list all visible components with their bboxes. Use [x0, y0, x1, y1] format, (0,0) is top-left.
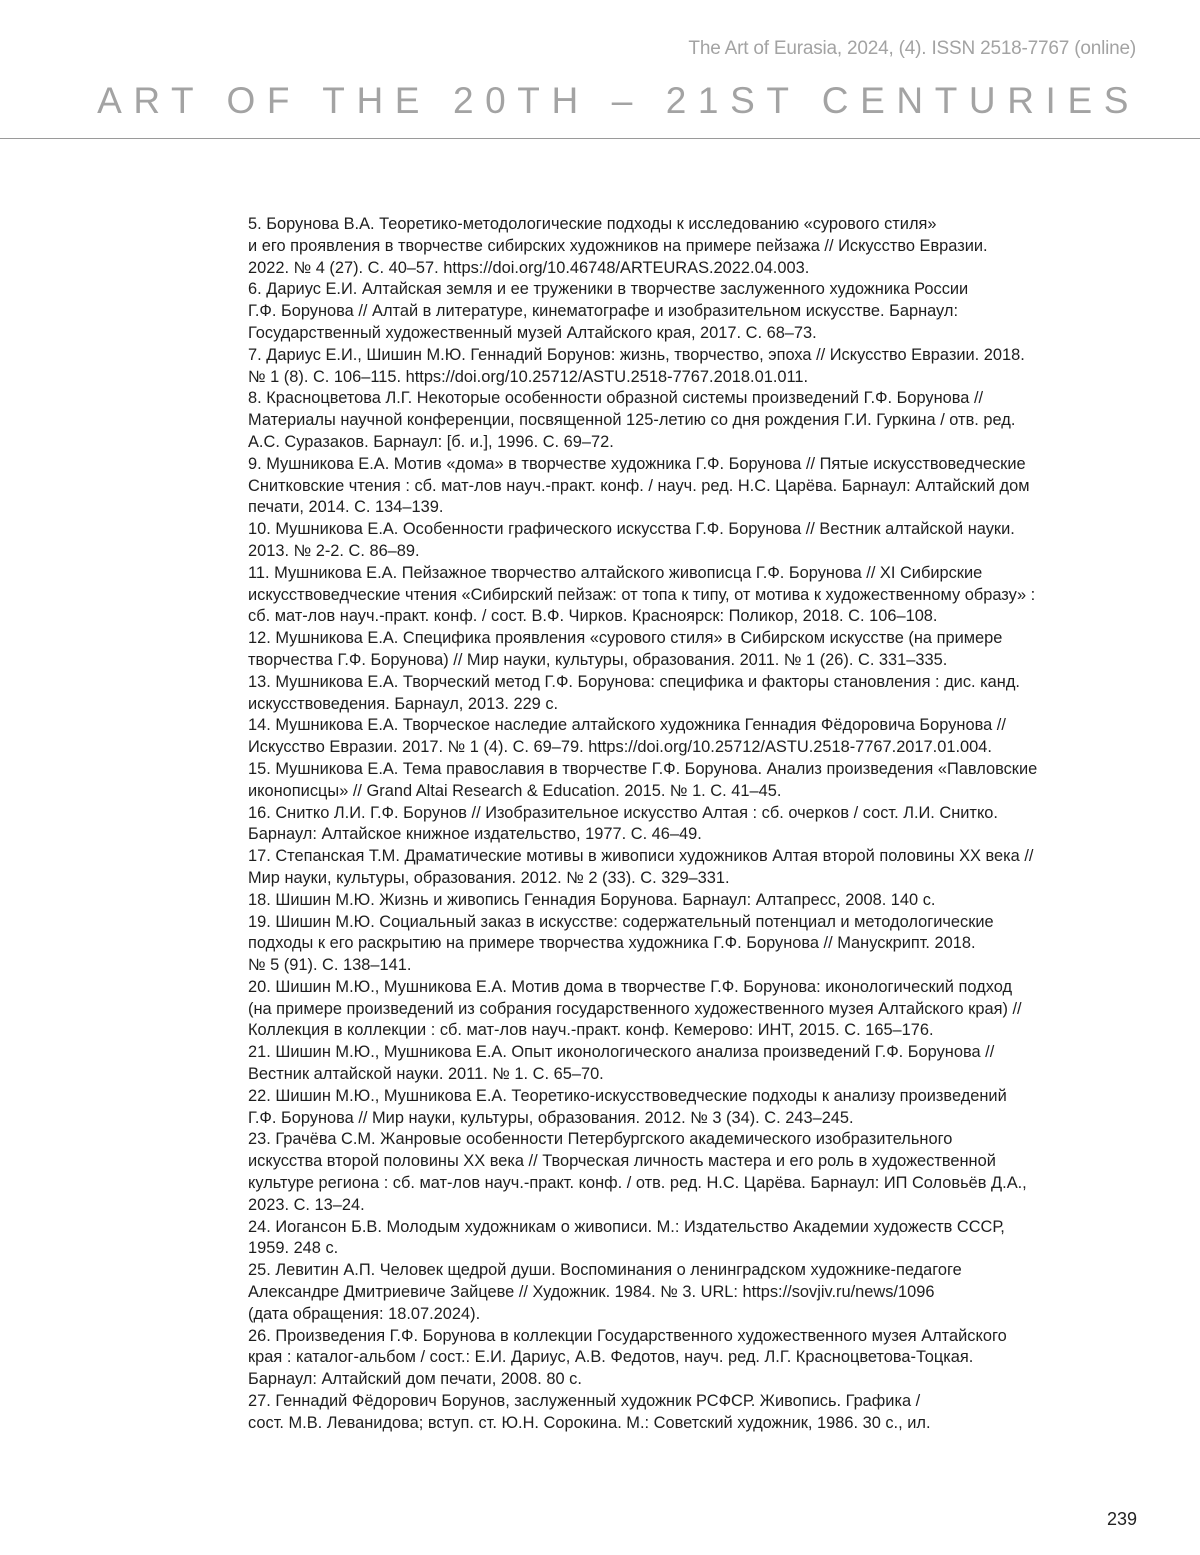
reference-line: Г.Ф. Борунова // Мир науки, культуры, образования. 2012. № 3 (34). С. 243–245. — [248, 1108, 854, 1127]
reference-item — [248, 214, 1148, 279]
reference-line: и его проявления в творчестве сибирских художников на примере пейзажа // Искусство Евразии. — [248, 236, 988, 255]
reference-line: Коллекция в коллекции : сб. мат-лов науч.-практ. конф. Кемерово: ИНТ, 2015. С. 165–176. — [248, 1021, 934, 1040]
reference-line: 12. Мушникова Е.А. Специфика проявления «сурового стиля» в Сибирском искусстве (на примере — [248, 629, 1003, 648]
reference-item — [248, 759, 1148, 803]
reference-line: 2023. С. 13–24. — [248, 1195, 365, 1214]
reference-line: сост. М.В. Леванидова; вступ. ст. Ю.Н. Сорокина. М.: Советский художник, 1986. 30 с., ил. — [248, 1413, 931, 1432]
section-title: ART OF THE 20TH – 21ST CENTURIES — [97, 80, 1140, 121]
reference-line: 24. Иогансон Б.В. Молодым художникам о живописи. М.: Издательство Академии художеств СССР, — [248, 1217, 1005, 1236]
reference-line: искусствоведческие чтения «Сибирский пейзаж: от топа к типу, от мотива к художественному образу» : — [248, 585, 1036, 604]
reference-line: 14. Мушникова Е.А. Творческое наследие алтайского художника Геннадия Фёдоровича Борунова // — [248, 716, 1006, 735]
reference-line: 20. Шишин М.Ю., Мушникова Е.А. Мотив дома в творчестве Г.Ф. Борунова: иконологический подход — [248, 977, 1013, 996]
reference-item — [248, 977, 1148, 1042]
reference-line: Барнаул: Алтайский дом печати, 2008. 80 с. — [248, 1370, 582, 1389]
reference-line: Барнаул: Алтайское книжное издательство, 1977. С. 46–49. — [248, 825, 702, 844]
reference-line: Материалы научной конференции, посвященной 125-летию со дня рождения Г.И. Гуркина / отв. ред. — [248, 411, 1016, 430]
journal-citation-line: The Art of Eurasia, 2024, (4). ISSN 2518-7767 (online) — [688, 38, 1136, 59]
reference-item — [248, 563, 1148, 628]
reference-item — [248, 388, 1148, 453]
reference-item — [248, 846, 1148, 890]
reference-line: 21. Шишин М.Ю., Мушникова Е.А. Опыт иконологического анализа произведений Г.Ф. Борунова // — [248, 1043, 995, 1062]
reference-line: Г.Ф. Борунова // Алтай в литературе, кинематографе и изобразительном искусстве. Барнаул: — [248, 302, 959, 321]
reference-line: 18. Шишин М.Ю. Жизнь и живопись Геннадия Борунова. Барнаул: Алтапресс, 2008. 140 с. — [248, 890, 936, 909]
reference-line: 2022. № 4 (27). С. 40–57. https://doi.org/10.46748/ARTEURAS.2022.04.003. — [248, 258, 810, 277]
reference-item — [248, 715, 1148, 759]
reference-item — [248, 803, 1148, 847]
reference-item — [248, 912, 1148, 977]
reference-line: Искусство Евразии. 2017. № 1 (4). С. 69–79. https://doi.org/10.25712/ASTU.2518-7767.2017.01.004. — [248, 738, 992, 757]
reference-line: 25. Левитин А.П. Человек щедрой души. Воспоминания о ленинградском художнике-педагоге — [248, 1261, 962, 1280]
reference-line: искусства второй половины XX века // Творческая личность мастера и его роль в художественной — [248, 1152, 996, 1171]
reference-line: Александре Дмитриевиче Зайцеве // Художник. 1984. № 3. URL: https://sovjiv.ru/news/1096 — [248, 1283, 935, 1302]
reference-line: края : каталог-альбом / сост.: Е.И. Дариус, А.В. Федотов, науч. ред. Л.Г. Красноцветова-Тоцкая. — [248, 1348, 974, 1367]
reference-item — [248, 519, 1148, 563]
header-divider — [0, 138, 1200, 139]
reference-line: 10. Мушникова Е.А. Особенности графического искусства Г.Ф. Борунова // Вестник алтайской науки. — [248, 520, 1015, 539]
reference-line: 22. Шишин М.Ю., Мушникова Е.А. Теоретико-искусствоведческие подходы к анализу произведений — [248, 1086, 1007, 1105]
reference-line: А.С. Суразаков. Барнаул: [б. и.], 1996. С. 69–72. — [248, 432, 614, 451]
reference-line: 19. Шишин М.Ю. Социальный заказ в искусстве: содержательный потенциал и методологические — [248, 912, 994, 931]
reference-line: Государственный художественный музей Алтайского края, 2017. С. 68–73. — [248, 323, 817, 342]
reference-line: культуре региона : сб. мат-лов науч.-практ. конф. / отв. ред. Н.С. Царёва. Барнаул: ИП Соловьёв Д.А., — [248, 1174, 1027, 1193]
reference-item — [248, 1129, 1148, 1216]
reference-item — [248, 1042, 1148, 1086]
reference-line: 26. Произведения Г.Ф. Борунова в коллекции Государственного художественного музея Алтайского — [248, 1326, 1007, 1345]
reference-item — [248, 890, 1148, 912]
reference-line: 9. Мушникова Е.А. Мотив «дома» в творчестве художника Г.Ф. Борунова // Пятые искусствоведческие — [248, 454, 1026, 473]
reference-line: (на примере произведений из собрания государственного художественного музея Алтайского края) // — [248, 999, 1022, 1018]
reference-line: искусствоведения. Барнаул, 2013. 229 с. — [248, 694, 559, 713]
reference-line: печати, 2014. С. 134–139. — [248, 498, 444, 517]
reference-line: Снитковские чтения : сб. мат-лов науч.-практ. конф. / науч. ред. Н.С. Царёва. Барнаул: Алтайский дом — [248, 476, 1030, 495]
reference-line: Вестник алтайской науки. 2011. № 1. С. 65–70. — [248, 1065, 604, 1084]
reference-item — [248, 1086, 1148, 1130]
reference-item — [248, 672, 1148, 716]
reference-line: 7. Дариус Е.И., Шишин М.Ю. Геннадий Борунов: жизнь, творчество, эпоха // Искусство Евразии. 2018. — [248, 345, 1025, 364]
reference-line: 2013. № 2-2. С. 86–89. — [248, 541, 420, 560]
reference-line: 17. Степанская Т.М. Драматические мотивы в живописи художников Алтая второй половины XX века // — [248, 847, 1034, 866]
reference-item — [248, 628, 1148, 672]
reference-line: творчества Г.Ф. Борунова) // Мир науки, культуры, образования. 2011. № 1 (26). С. 331–335. — [248, 650, 948, 669]
reference-list — [248, 214, 1148, 1435]
reference-line: сб. мат-лов науч.-практ. конф. / сост. В.Ф. Чирков. Красноярск: Поликор, 2018. С. 106–108. — [248, 607, 938, 626]
reference-line: 27. Геннадий Фёдорович Борунов, заслуженный художник РСФСР. Живопись. Графика / — [248, 1392, 921, 1411]
reference-line: Мир науки, культуры, образования. 2012. № 2 (33). С. 329–331. — [248, 868, 730, 887]
reference-item — [248, 1217, 1148, 1261]
reference-line: 15. Мушникова Е.А. Тема православия в творчестве Г.Ф. Борунова. Анализ произведения «Павловские — [248, 759, 1038, 778]
reference-line: 11. Мушникова Е.А. Пейзажное творчество алтайского живописца Г.Ф. Борунова // XI Сибирские — [248, 563, 983, 582]
reference-item — [248, 454, 1148, 519]
reference-line: (дата обращения: 18.07.2024). — [248, 1304, 481, 1323]
reference-item — [248, 1326, 1148, 1391]
reference-line: иконописцы» // Grand Altai Research & Education. 2015. № 1. С. 41–45. — [248, 781, 782, 800]
reference-item — [248, 279, 1148, 344]
reference-line: 5. Борунова В.А. Теоретико-методологические подходы к исследованию «сурового стиля» — [248, 215, 937, 233]
reference-line: 13. Мушникова Е.А. Творческий метод Г.Ф. Борунова: специфика и факторы становления : дис. канд. — [248, 672, 1020, 691]
page-number: 239 — [1106, 1509, 1137, 1529]
reference-line: № 1 (8). С. 106–115. https://doi.org/10.25712/ASTU.2518-7767.2018.01.011. — [248, 367, 809, 386]
reference-line: 1959. 248 с. — [248, 1239, 339, 1258]
reference-line: подходы к его раскрытию на примере творчества художника Г.Ф. Борунова // Манускрипт. 2018. — [248, 934, 976, 953]
reference-item — [248, 1260, 1148, 1325]
reference-item — [248, 1391, 1148, 1435]
reference-line: 23. Грачёва С.М. Жанровые особенности Петербургского академического изобразительного — [248, 1130, 953, 1149]
reference-line: 6. Дариус Е.И. Алтайская земля и ее труженики в творчестве заслуженного художника России — [248, 280, 969, 299]
reference-line: № 5 (91). С. 138–141. — [248, 956, 412, 975]
reference-line: 16. Снитко Л.И. Г.Ф. Борунов // Изобразительное искусство Алтая : сб. очерков / сост. Л.И. Снитко. — [248, 803, 998, 822]
reference-line: 8. Красноцветова Л.Г. Некоторые особенности образной системы произведений Г.Ф. Борунова // — [248, 389, 984, 408]
reference-item — [248, 345, 1148, 389]
